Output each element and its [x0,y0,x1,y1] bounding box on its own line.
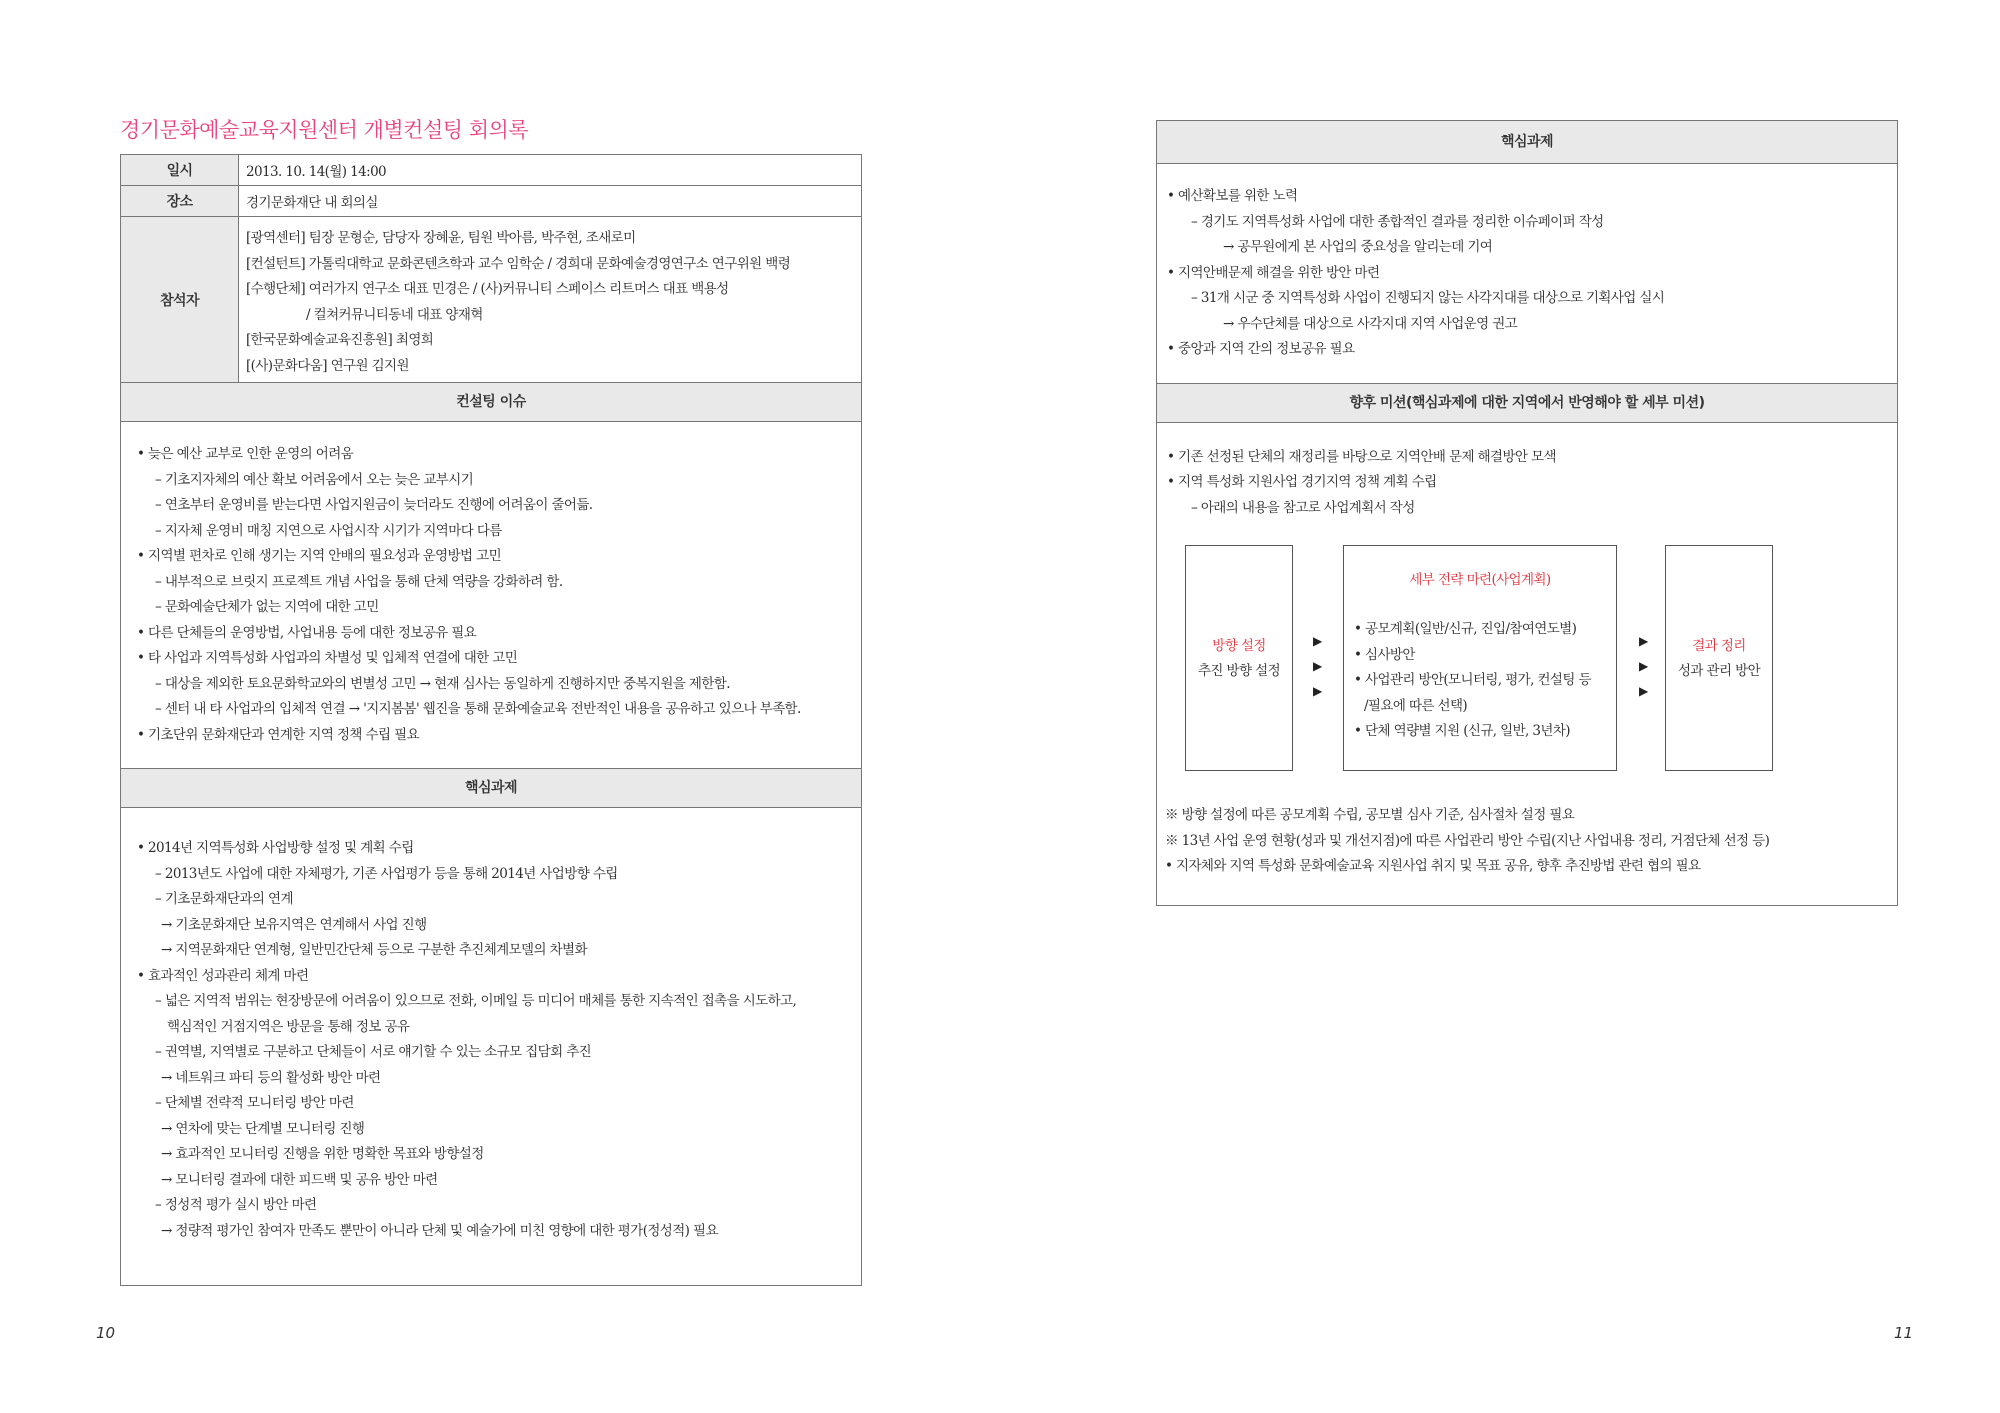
right-page-box [1156,120,1898,906]
list-item: – 연초부터 운영비를 받는다면 사업지원금이 늦더라도 진행에 어려움이 줄어듦. [155,497,593,513]
list-item: 핵심적인 거점지역은 방문을 통해 정보 공유 [167,1018,410,1035]
list-item: – 지자체 운영비 매칭 지연으로 사업시작 시기가 지역마다 다름 [155,522,502,539]
flow-step-title: 방향 설정 [1212,638,1266,654]
list-item: – 단체별 전략적 모니터링 방안 마련 [155,1095,354,1111]
list-item: – 2013년도 사업에 대한 자체평가, 기존 사업평가 등을 통해 2014년 사업방향 수립 [155,865,618,882]
list-item: – 센터 내 타 사업과의 입체적 연결 → '지지봄봄' 웹진을 통해 문화예술교육 전반적인 내용을 공유하고 있으나 부족함. [155,701,801,717]
list-item: – 기초문화재단과의 연계 [155,891,293,907]
flow-step-text: 추진 방향 설정 [1197,663,1281,679]
issues-list [121,422,861,768]
mission-list [1157,423,1897,522]
date-value: 2013. 10. 14(월) 14:00 [239,155,862,186]
list-item: → 기초문화재단 보유지역은 연계해서 사업 진행 [161,916,427,933]
list-item: • 중앙과 지역 간의 정보공유 필요 [1167,341,1355,357]
list-item: • 단체 역량별 지원 (신규, 일반, 3년차) [1354,723,1570,739]
arrow-right-icon: ▶ [1639,684,1649,698]
notes-list [1157,803,1769,880]
place-label: 장소 [121,186,239,217]
list-item: • 지자체와 지역 특성화 문화예술교육 지원사업 취지 및 목표 공유, 향후 추진방법 관련 협의 필요 [1165,858,1701,874]
list-item: • 지역 특성화 지원사업 경기지역 정책 계획 수립 [1167,474,1437,490]
arrow-right-icon: ▶ [1313,634,1323,648]
list-item: → 정량적 평가인 참여자 만족도 뿐만이 아니라 단체 및 예술가에 미친 영향에 대한 평가(정성적) 필요 [161,1222,718,1239]
attendee-line: / 컬쳐커뮤니티동네 대표 양재혁 [306,306,483,323]
list-item: – 내부적으로 브릿지 프로젝트 개념 사업을 통해 단체 역량을 강화하려 함. [155,573,563,590]
list-item: • 지역안배문제 해결을 위한 방안 마련 [1167,264,1380,281]
list-item: • 늦은 예산 교부로 인한 운영의 어려움 [137,446,354,462]
list-item: • 효과적인 성과관리 체계 마련 [137,967,309,984]
meeting-minutes-box [120,154,862,1286]
list-item: – 31개 시군 중 지역특성화 사업이 진행되지 않는 사각지대를 대상으로 기획사업 실시 [1191,290,1665,306]
list-item: → 모니터링 결과에 대한 피드백 및 공유 방안 마련 [161,1171,438,1188]
attendee-line: [(사)문화다움] 연구원 김지원 [246,357,409,374]
flow-step-text: 성과 관리 방안 [1677,663,1761,679]
mission-header: 향후 미션(핵심과제에 대한 지역에서 반영해야 할 세부 미션) [1157,383,1897,423]
list-item: → 우수단체를 대상으로 사각지대 지역 사업운영 권고 [1223,315,1518,332]
list-item: • 기초단위 문화재단과 연계한 지역 정책 수립 필요 [137,726,420,743]
arrow-right-icon: ▶ [1639,634,1649,648]
flow-arrows-1 [1313,629,1322,704]
list-item: – 기초지자체의 예산 확보 어려움에서 오는 늦은 교부시기 [155,471,474,488]
list-item: ※ 13년 사업 운영 현황(성과 및 개선지점)에 따른 사업관리 방안 수립(지난 사업내용 정리, 거점단체 선정 등) [1165,832,1770,849]
list-item: – 정성적 평가 실시 방안 마련 [155,1197,317,1213]
attendees-list [246,218,860,381]
core-tasks-header: 핵심과제 [121,768,861,808]
flow-step-strategy [1343,545,1617,771]
place-value: 경기문화재단 내 회의실 [239,186,862,217]
attendee-line: [한국문화예술교육진흥원] 최영희 [246,332,434,348]
list-item: – 경기도 지역특성화 사업에 대한 종합적인 결과를 정리한 이슈페이퍼 작성 [1191,213,1604,230]
attendees-label: 참석자 [121,217,239,383]
document-title: 경기문화예술교육지원센터 개별컨설팅 회의록 [120,118,529,142]
flow-step-title: 결과 정리 [1692,638,1746,654]
list-item: • 예산확보를 위한 노력 [1167,188,1298,204]
list-item: • 기존 선정된 단체의 재정리를 바탕으로 지역안배 문제 해결방안 모색 [1167,448,1556,465]
arrow-right-icon: ▶ [1639,659,1649,673]
attendee-line: [컨설턴트] 가톨릭대학교 문화콘텐츠학과 교수 임학순 / 경희대 문화예술경영연구소 연구위원 백령 [246,255,791,272]
attendee-line: [광역센터] 팀장 문형순, 담당자 장혜윤, 팀원 박아름, 박주현, 조새로미 [246,230,636,246]
core-tasks-list-right [1157,164,1897,383]
list-item: → 네트워크 파티 등의 활성화 방안 마련 [161,1069,381,1086]
list-item: • 지역별 편차로 인해 생기는 지역 안배의 필요성과 운영방법 고민 [137,548,502,564]
arrow-right-icon: ▶ [1313,684,1323,698]
list-item: • 타 사업과 지역특성화 사업과의 차별성 및 입체적 연결에 대한 고민 [137,650,518,666]
list-item: → 지역문화재단 연계형, 일반민간단체 등으로 구분한 추진체계모델의 차별화 [161,942,587,958]
date-label: 일시 [121,155,239,186]
list-item: • 사업관리 방안(모니터링, 평가, 컨설팅 등 [1354,672,1591,688]
list-item: ※ 방향 설정에 따른 공모계획 수립, 공모별 심사 기준, 심사절차 설정 필요 [1165,807,1575,823]
list-item: • 심사방안 [1354,646,1415,663]
flow-step-title: 세부 전략 마련(사업계획) [1409,572,1551,588]
list-item: – 문화예술단체가 없는 지역에 대한 고민 [155,599,379,615]
page-number-left: 10 [96,1324,116,1342]
core-tasks-list [121,808,861,1244]
arrow-right-icon: ▶ [1313,659,1323,673]
list-item: → 효과적인 모니터링 진행을 위한 명확한 목표와 방향설정 [161,1146,484,1162]
attendee-line: [수행단체] 여러가지 연구소 대표 민경은 / (사)커뮤니티 스페이스 리트머스 대표 백용성 [246,281,729,297]
flow-step-direction [1185,545,1293,771]
list-item: • 2014년 지역특성화 사업방향 설정 및 계획 수립 [137,840,414,856]
flow-arrows-2 [1639,629,1648,704]
page-number-right: 11 [1894,1324,1914,1342]
list-item: – 넓은 지역적 범위는 현장방문에 어려움이 있으므로 전화, 이메일 등 미디어 매체를 통한 지속적인 접촉을 시도하고, [155,993,797,1009]
list-item: – 아래의 내용을 참고로 사업계획서 작성 [1191,499,1415,516]
list-item: • 공모계획(일반/신규, 진입/참여연도별) [1354,621,1577,637]
list-item: • 다른 단체들의 운영방법, 사업내용 등에 대한 정보공유 필요 [137,624,477,641]
list-item: – 권역별, 지역별로 구분하고 단체들이 서로 얘기할 수 있는 소규모 집담회 추진 [155,1044,592,1060]
list-item: → 공무원에게 본 사업의 중요성을 알리는데 기여 [1223,239,1493,255]
flow-step-result [1665,545,1773,771]
meeting-info-table [121,155,861,383]
list-item: – 대상을 제외한 토요문화학교와의 변별성 고민 → 현재 심사는 동일하게 진행하지만 중복지원을 제한함. [155,675,730,692]
list-item: → 연차에 맞는 단계별 모니터링 진행 [161,1120,365,1137]
list-item: /필요에 따른 선택) [1364,697,1468,714]
core-tasks-header-right: 핵심과제 [1157,121,1897,164]
issues-header: 컨설팅 이슈 [121,383,861,422]
